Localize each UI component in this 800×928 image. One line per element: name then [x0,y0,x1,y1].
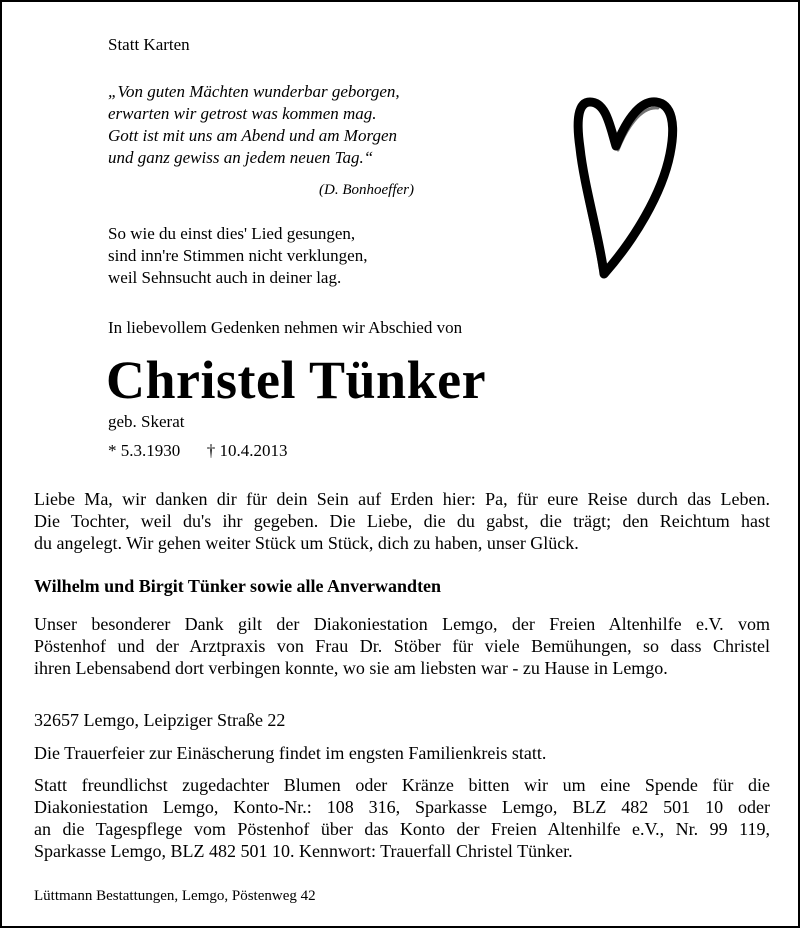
kicker-text: Statt Karten [108,35,190,54]
thanks-line: ihren Lebensabend dort verbingen konnte, wo sie am liebsten war - zu Hause in Lemgo. [34,658,668,678]
dedication-line: Liebe Ma, wir danken dir für dein Sein auf Erden hier: Pa, für eure Reise durch das Leben. [34,489,770,509]
thanks-line: Unser besonderer Dank gilt der Diakoniestation Lemgo, der Freien Altenhilfe e.V. vom [34,614,770,634]
verse [108,223,367,289]
funeral-note: Die Trauerfeier zur Einäscherung findet im engsten Familienkreis statt. [34,743,547,763]
donation-paragraph [34,774,770,862]
birth-name: geb. Skerat [108,412,185,431]
address-line: 32657 Lemgo, Leipziger Straße 22 [34,710,286,730]
poem-line: und ganz gewiss an jedem neuen Tag.“ [108,148,374,167]
dedication-paragraph [34,488,770,554]
poem-line: erwarten wir getrost was kommen mag. [108,104,377,123]
life-dates [108,440,288,462]
intro-text: In liebevollem Gedenken nehmen wir Abschied von [108,318,463,337]
heart-icon [570,90,682,282]
donation-line: Sparkasse Lemgo, BLZ 482 501 10. Kennwort: Trauerfall Christel Tünker. [34,841,573,861]
poem-line: Gott ist mit uns am Abend und am Morgen [108,126,397,145]
mourners-line: Wilhelm und Birgit Tünker sowie alle Anverwandten [34,576,442,596]
deceased-name: Christel Tünker [106,350,487,410]
verse-line: So wie du einst dies' Lied gesungen, [108,224,356,243]
donation-line: Statt freundlichst zugedachter Blumen oder Kränze bitten wir um eine Spende für die [34,775,770,795]
death-symbol: † [206,441,216,460]
verse-line: sind inn're Stimmen nicht verklungen, [108,246,368,265]
birth-symbol: * [108,441,117,460]
donation-line: an die Tagespflege vom Pöstenhof über das Konto der Freien Altenhilfe e.V., Nr. 99 119, [34,819,770,839]
thanks-line: Pöstenhof und der Arztpraxis von Frau Dr. Stöber für viele Bemühungen, so dass Christel [34,636,770,656]
donation-line: Diakoniestation Lemgo, Konto-Nr.: 108 316, Sparkasse Lemgo, BLZ 482 501 10 oder [34,797,770,817]
poem-attribution: (D. Bonhoeffer) [319,182,414,198]
poem-line: „Von guten Mächten wunderbar geborgen, [108,82,400,101]
death-date: 10.4.2013 [219,441,288,460]
birth-date: 5.3.1930 [120,441,181,460]
dedication-line: du angelegt. Wir gehen weiter Stück um Stück, dich zu haben, unser Glück. [34,533,579,553]
funeral-home-footer: Lüttmann Bestattungen, Lemgo, Pöstenweg 42 [34,888,316,904]
verse-line: weil Sehnsucht auch in deiner lag. [108,268,342,287]
thanks-paragraph [34,613,770,679]
poem [108,81,400,169]
dedication-line: Die Tochter, weil du's ihr gegeben. Die Liebe, die du gabst, die trägt; den Reichtum hast [34,511,770,531]
